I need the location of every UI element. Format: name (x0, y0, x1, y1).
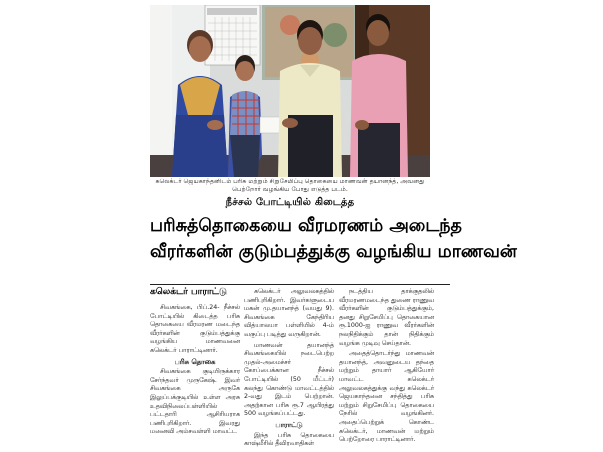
subheadline: நீச்சல் போட்டியில் கிடைத்த (225, 197, 355, 208)
paragraph: மாணவன் தயானந்த் சிவகங்கையில் நடைபெற்ற முதல்-அமைச்சர் கோப்பைக்கான நீச்சல் போட்டியில் (50 மீட்டர்) கலந்து கொண்டு மாவட்டத்தில் 2-வது இடம் பெற்றான். அதற்கான பரிசு ரூ.7 ஆயிரத்து 500 வழங்கப்பட்டது. (244, 341, 334, 418)
paragraph: சிவகங்கை, பிப்.24- நீச்சல் போட்டியில் கிடைத்த பரிசு தொகையை வீரமரண மடைந்த வீரர்களின் குடும்பத்துக்கு வழங்கிய மாணவனை கலெக்டர் பாராட்டினார். (150, 304, 240, 354)
paragraph: சிவகங்கை குடியிருக்கார சேர்ந்தவர் முருகேஷ். இவர் சிவகங்கை அருகே இலுப்பக்குடியில் உள்ள அரசு உதவிநிலைப்பள்ளியில் பட்டதாரி ஆசிரியராக பணிபுரிகிறார். இவரது மனைவி அம்சவள்ளி மாவட்ட (150, 368, 240, 436)
article-column-3 (339, 288, 434, 447)
paragraph: நடத்திய தாக்குதலில் வீரமரணமடைந்த துணை ராணுவ வீரர்களின் குடும்பத்துக்கும், தனது சிறுசேமிப்பு தொகையான ரூ.1000-ஐ ராணுவ வீரர்களின் நலநிதிக்கும் தான் நிதிக்கும் வழங்க முடிவு செய்தான். (339, 288, 434, 347)
section-subtitle: பரிசு தொகை (174, 357, 216, 366)
article-column-1 (150, 304, 240, 439)
paragraph: கலெக்டர் அலுவலகத்தில் பணிபுரிகிறார். இவர்களுடைய மகன் மு.தயானந்த் (வயது 9). சிவகங்கை கேந்திரிய வித்யாலயா பள்ளியில் 4-ம் வகுப்பு படித்து வருகிறான். (244, 288, 334, 338)
photo-caption: கலெக்டர் ஜெயகாந்தனிடம் பரிசு மற்றும் சிறுசேமிப்பு தொகையை மாணவன் தயானந்த், அவனது பெற்றோர் வழங்கிய போது எடுத்த படம். (155, 178, 425, 193)
headline (150, 213, 517, 265)
kicker: கலெக்டர் பாராட்டு (150, 287, 227, 297)
paragraph: இந்த பரிசு தொகையை காஷ்மீரில் தீவிரவாதிகள் (244, 431, 334, 448)
paragraph: அதைத்தொடர்ந்து மாணவன் தயானந்த், அவனுடைய தந்தை மற்றும் தாயார் ஆகியோர் மாவட்ட கலெக்டர் அலுவலகத்துக்கு வந்து கலெக்டர் ஜெயகாந்தனை சந்தித்து பரிசு மற்றும் சிறுசேமிப்பு தொகையை நேரில் வழங்கினர். அதைப்பெற்றுக் கொண்ட கலெக்டர், மாணவன் மற்றும் பெற்றோரை பாராட்டினார். (339, 350, 434, 444)
headline-line-1: பரிசுத்தொகையை வீரமரணம் அடைந்த (150, 216, 462, 236)
photo-illustration (150, 5, 430, 177)
section-subtitle: பாராட்டு (275, 420, 303, 429)
news-photo (150, 5, 430, 177)
article-column-2 (244, 288, 334, 451)
headline-line-2: வீரர்களின் குடும்பத்துக்கு வழங்கிய மாணவன் (150, 242, 517, 262)
headline-divider (150, 284, 450, 285)
